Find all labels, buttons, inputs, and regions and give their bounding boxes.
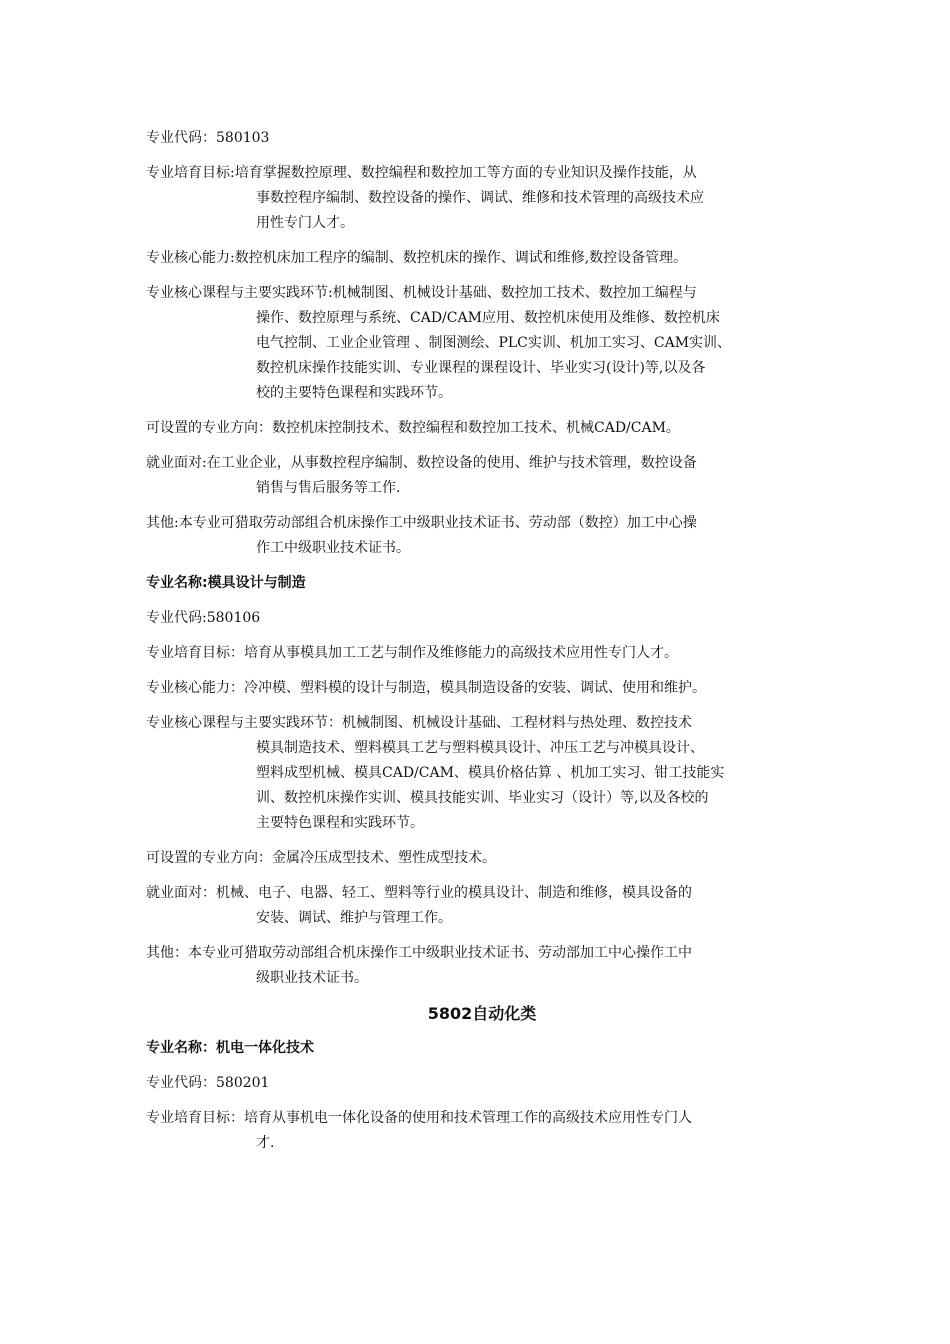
employment [146,451,818,501]
other-info-line: 级职业技术证书。 [256,970,368,986]
training-goal [146,161,818,236]
training-goal-line: 事数控程序编制、数控设备的操作、调试、维修和技术管理的高级技术应 [256,190,704,206]
major-directions: 可设置的专业方向：金属冷压成型技术、塑性成型技术。 [146,850,496,866]
core-courses-line: 模具制造技术、塑料模具工艺与塑料模具设计、冲压工艺与冲模具设计、 [256,740,704,756]
core-courses-line: 数控机床操作技能实训、专业课程的课程设计、毕业实习(设计)等,以及各 [256,360,706,376]
core-courses-line: 专业核心课程与主要实践环节:机械制图、机械设计基础、数控加工技术、数控加工编程与 [146,285,697,301]
employment-line: 安装、调试、维护与管理工作。 [256,910,452,926]
major-code: 专业代码：580201 [146,1075,270,1091]
core-courses-line: 操作、数控原理与系统、CAD/CAM应用、数控机床使用及维修、数控机床 [256,310,720,326]
employment [146,881,818,931]
core-courses [146,711,818,836]
major-name-heading: 专业名称:模具设计与制造 [146,575,306,591]
major-code: 专业代码：580103 [146,130,270,146]
category-title: 5802自动化类 [427,1004,537,1023]
major-name-heading: 专业名称：机电一体化技术 [146,1040,314,1056]
core-ability: 专业核心能力:数控机床加工程序的编制、数控机床的操作、调试和维修,数控设备管理。 [146,250,688,266]
core-courses-line: 塑料成型机械、模具CAD/CAM、模具价格估算 、机加工实习、钳工技能实 [256,765,725,781]
employment-line: 就业面对：机械、电子、电器、轻工、塑料等行业的模具设计、制造和维修，模具设备的 [146,885,692,901]
training-goal-line: 专业培育目标:培育掌握数控原理、数控编程和数控加工等方面的专业知识及操作技能，从 [146,165,697,181]
training-goal: 专业培育目标：培育从事模具加工工艺与制作及维修能力的高级技术应用性专门人才。 [146,645,678,661]
employment-line: 销售与售后服务等工作. [256,480,401,496]
core-courses-line: 专业核心课程与主要实践环节：机械制图、机械设计基础、工程材料与热处理、数控技术 [146,715,692,731]
training-goal-line: 专业培育目标：培育从事机电一体化设备的使用和技术管理工作的高级技术应用性专门人 [146,1110,692,1126]
core-courses-line: 电气控制、工业企业管理 、制图测绘、PLC实训、机加工实习、CAM实训、 [256,335,732,351]
core-courses-line: 训、数控机床操作实训、模具技能实训、毕业实习（设计）等,以及各校的 [256,790,709,806]
core-ability: 专业核心能力：冷冲模、塑料模的设计与制造，模具制造设备的安装、调试、使用和维护。 [146,680,706,696]
training-goal-line: 才. [256,1135,275,1151]
other-info-line: 其他:本专业可猎取劳动部组合机床操作工中级职业技术证书、劳动部（数控）加工中心操 [146,515,697,531]
other-info [146,941,818,991]
training-goal [146,1106,818,1156]
core-courses [146,281,818,406]
major-directions: 可设置的专业方向：数控机床控制技术、数控编程和数控加工技术、机械CAD/CAM。 [146,420,680,436]
core-courses-line: 主要特色课程和实践环节。 [256,815,424,831]
other-info-line: 其他：本专业可猎取劳动部组合机床操作工中级职业技术证书、劳动部加工中心操作工中 [146,945,692,961]
core-courses-line: 校的主要特色课程和实践环节。 [256,385,452,401]
other-info-line: 作工中级职业技术证书。 [256,540,410,556]
other-info [146,511,818,561]
major-code: 专业代码:580106 [146,610,261,626]
training-goal-line: 用性专门人才。 [256,215,354,231]
employment-line: 就业面对:在工业企业，从事数控程序编制、数控设备的使用、维护与技术管理，数控设备 [146,455,697,471]
document-page [146,126,818,1166]
